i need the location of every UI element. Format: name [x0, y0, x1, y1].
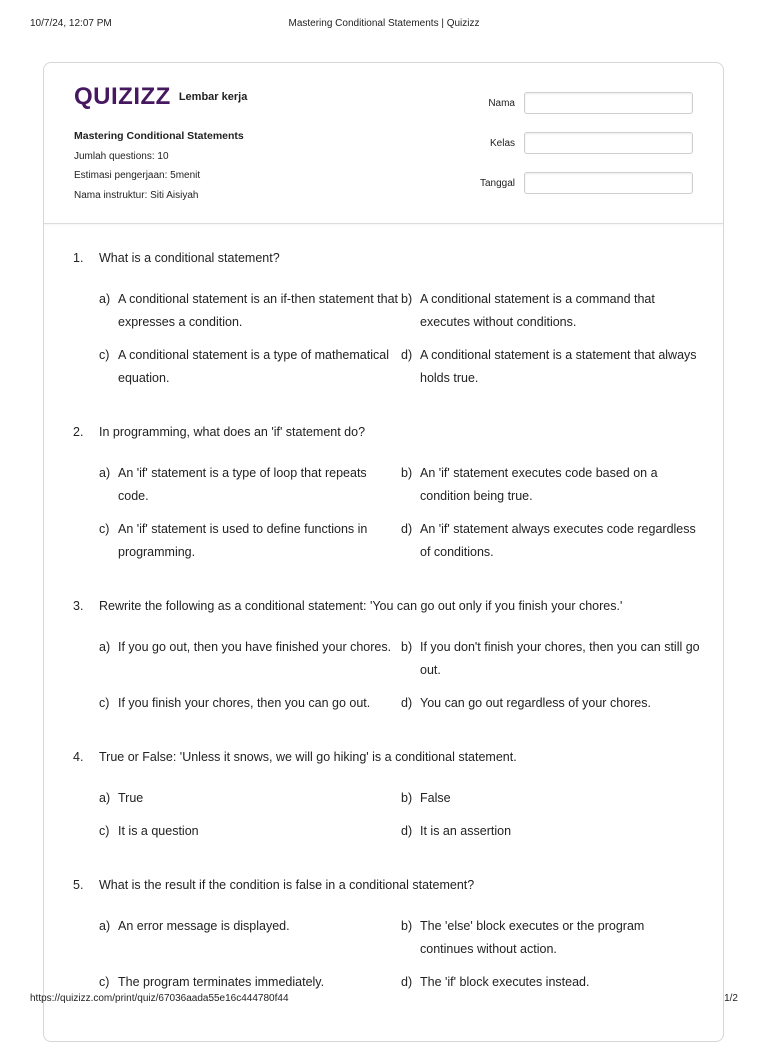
estimated-time: Estimasi pengerjaan: 5menit	[74, 170, 201, 181]
option-text: False	[420, 791, 451, 805]
option-text: A conditional statement is a type of mathematical equation.	[118, 348, 389, 385]
question-text: What is the result if the condition is false in a conditional statement?	[99, 878, 475, 892]
question-2	[73, 424, 703, 564]
question-number: 1.	[73, 251, 84, 265]
option-letter: b)	[401, 640, 413, 654]
question-number: 4.	[73, 750, 84, 764]
page-count: 1/2	[724, 993, 738, 1004]
option-letter: d)	[401, 824, 413, 838]
option-text: An 'if' statement is used to define functions in programming.	[118, 522, 368, 559]
doc-type-label: Lembar kerja	[178, 91, 248, 103]
option-d	[401, 518, 701, 564]
option-text: A conditional statement is a statement that always holds true.	[420, 348, 697, 385]
option-text: If you go out, then you have finished your chores.	[118, 640, 392, 654]
question-text: Rewrite the following as a conditional statement: 'You can go out only if you finish your chores.'	[99, 599, 623, 613]
question-number: 3.	[73, 599, 84, 613]
option-a	[99, 915, 399, 961]
question-number: 2.	[73, 425, 84, 439]
option-text: It is a question	[118, 824, 199, 838]
option-text: The 'if' block executes instead.	[420, 975, 590, 989]
option-text: A conditional statement is an if-then statement that expresses a condition.	[118, 292, 399, 329]
option-c	[99, 344, 399, 390]
question-prompt	[73, 877, 703, 893]
name-label: Nama	[488, 97, 515, 109]
question-3	[73, 598, 703, 715]
option-d	[401, 344, 701, 390]
option-text: The program terminates immediately.	[118, 975, 325, 989]
option-letter: b)	[401, 292, 413, 306]
option-a	[99, 288, 399, 334]
option-c	[99, 820, 399, 843]
option-letter: c)	[99, 696, 110, 710]
option-letter: d)	[401, 522, 413, 536]
option-text: If you finish your chores, then you can go out.	[118, 696, 371, 710]
class-field-row	[480, 131, 693, 155]
question-prompt	[73, 749, 703, 765]
option-letter: c)	[99, 824, 110, 838]
answer-options	[99, 636, 703, 715]
instructor-name: Nama instruktur: Siti Aisiyah	[74, 189, 199, 201]
date-label: Tanggal	[479, 177, 515, 189]
option-letter: d)	[401, 348, 413, 362]
option-letter: a)	[99, 791, 111, 805]
option-letter: a)	[99, 466, 111, 480]
option-c	[99, 692, 399, 715]
option-c	[99, 971, 399, 994]
worksheet-header	[44, 63, 723, 224]
option-letter: c)	[99, 348, 110, 362]
option-d	[401, 692, 701, 715]
date-input[interactable]	[524, 172, 693, 194]
option-c	[99, 518, 399, 564]
worksheet-meta	[74, 127, 244, 205]
option-letter: b)	[401, 919, 413, 933]
question-prompt	[73, 598, 703, 614]
option-text: True	[118, 791, 144, 805]
option-letter: d)	[401, 975, 413, 989]
option-text: If you don't finish your chores, then you can still go out.	[420, 640, 700, 677]
question-list	[73, 250, 703, 1028]
option-letter: b)	[401, 466, 413, 480]
option-d	[401, 820, 701, 843]
question-4	[73, 749, 703, 843]
option-text: An 'if' statement always executes code regardless of conditions.	[420, 522, 696, 559]
option-text: A conditional statement is a command that executes without conditions.	[420, 292, 655, 329]
answer-options	[99, 288, 703, 390]
class-input[interactable]	[524, 132, 693, 154]
question-count: Jumlah questions: 10	[74, 150, 169, 162]
option-letter: a)	[99, 292, 111, 306]
question-text: True or False: 'Unless it snows, we will go hiking' is a conditional statement.	[99, 750, 517, 764]
option-letter: a)	[99, 640, 111, 654]
option-a	[99, 462, 399, 508]
option-a	[99, 787, 399, 810]
option-text: It is an assertion	[420, 824, 512, 838]
option-text: The 'else' block executes or the program continues without action.	[420, 919, 645, 956]
option-b	[401, 288, 701, 334]
question-prompt	[73, 250, 703, 266]
name-input[interactable]	[524, 92, 693, 114]
option-letter: c)	[99, 975, 110, 989]
class-label: Kelas	[489, 137, 515, 149]
question-5	[73, 877, 703, 994]
option-text: An 'if' statement executes code based on a condition being true.	[420, 466, 658, 503]
worksheet-title: Mastering Conditional Statements	[74, 130, 244, 142]
option-b	[401, 915, 701, 961]
answer-options	[99, 462, 703, 564]
question-text: In programming, what does an 'if' statement do?	[99, 425, 366, 439]
answer-options	[99, 787, 703, 843]
answer-options	[99, 915, 703, 994]
option-text: An 'if' statement is a type of loop that repeats code.	[118, 466, 367, 503]
option-letter: a)	[99, 919, 111, 933]
option-d	[401, 971, 701, 994]
option-letter: b)	[401, 791, 413, 805]
option-b	[401, 462, 701, 508]
question-prompt	[73, 424, 703, 440]
question-1	[73, 250, 703, 390]
option-text: An error message is displayed.	[118, 919, 290, 933]
print-datetime: 10/7/24, 12:07 PM	[30, 18, 112, 29]
question-number: 5.	[73, 878, 84, 892]
quizizz-logo: QUIZIZZ	[74, 83, 171, 110]
name-field-row	[480, 91, 693, 115]
option-text: You can go out regardless of your chores.	[420, 696, 651, 710]
student-fields	[480, 91, 693, 211]
print-page-title: Mastering Conditional Statements | Quizizz	[288, 18, 480, 29]
option-a	[99, 636, 399, 682]
print-url: https://quizizz.com/print/quiz/67036aada55e16c444780f44	[30, 993, 289, 1004]
date-field-row	[480, 171, 693, 195]
question-text: What is a conditional statement?	[99, 251, 280, 265]
option-b	[401, 787, 701, 810]
option-letter: d)	[401, 696, 413, 710]
option-letter: c)	[99, 522, 110, 536]
option-b	[401, 636, 701, 682]
brand	[74, 85, 247, 109]
